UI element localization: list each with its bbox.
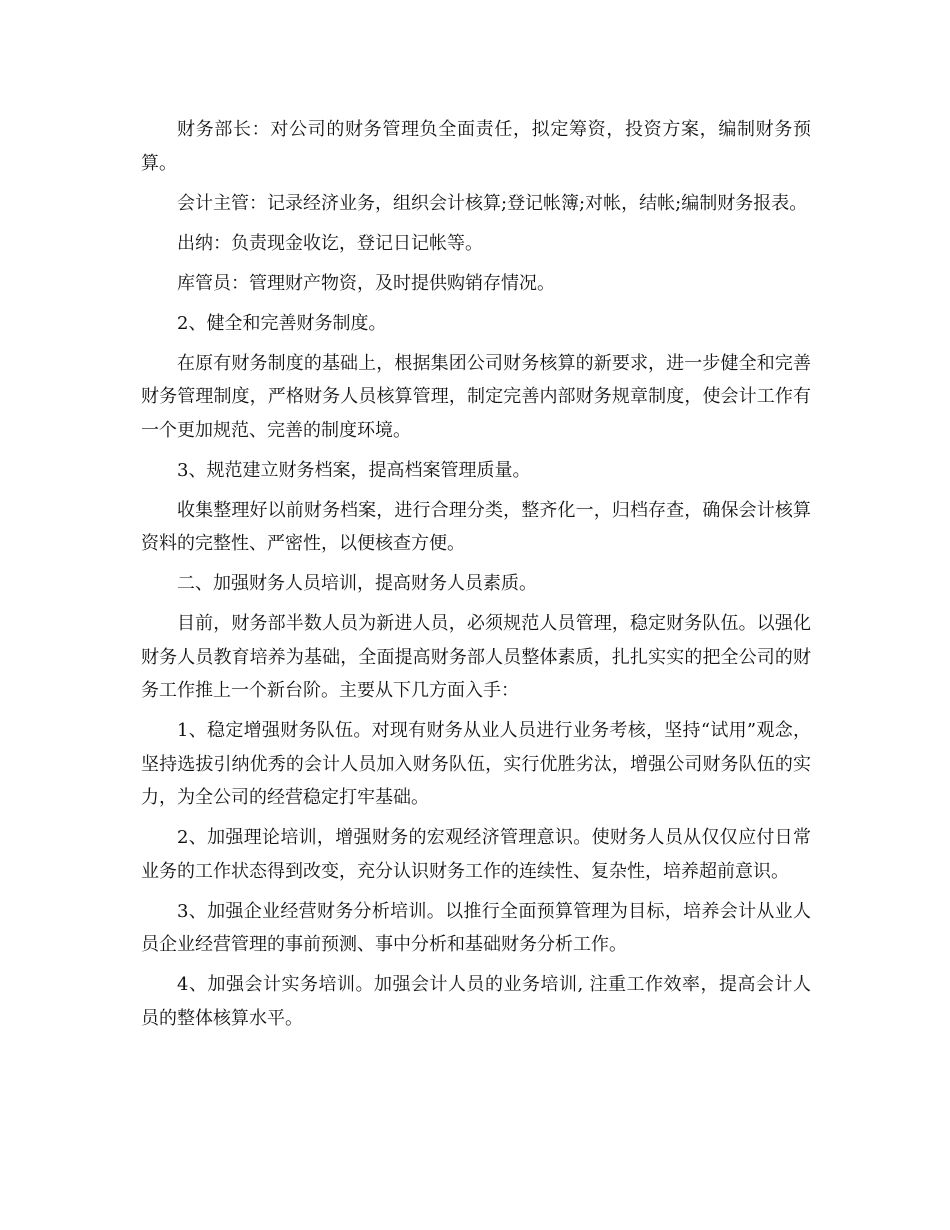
paragraph-item-2: 2、加强理论培训，增强财务的宏观经济管理意识。使财务人员从仅仅应付日常业务的工作状态得到改变，充分认识财务工作的连续性、复杂性，培养超前意识。 xyxy=(141,827,811,882)
paragraph-section-two-heading: 二、加强财务人员培训，提高财务人员素质。 xyxy=(177,573,537,594)
document-page xyxy=(141,113,811,1042)
paragraph-warehouse-keeper: 库管员：管理财产物资，及时提供购销存情况。 xyxy=(177,272,555,294)
paragraph-heading-2: 2、健全和完善财务制度。 xyxy=(177,312,387,334)
paragraph-accounting-supervisor: 会计主管：记录经济业务，组织会计核算;登记帐簿;对帐，结帐;编制财务报表。 xyxy=(177,192,808,214)
paragraph-heading-3: 3、规范建立财务档案，提高档案管理质量。 xyxy=(177,459,531,481)
paragraph-section-two-intro: 目前，财务部半数人员为新进人员，必须规范人员管理，稳定财务队伍。以强化财务人员教育培养为基础，全面提高财务部人员整体素质，扎扎实实的把全公司的财务工作推上一个新台阶。主要从下几方面入手： xyxy=(141,613,811,701)
paragraph-system-body: 在原有财务制度的基础上，根据集团公司财务核算的新要求，进一步健全和完善财务管理制度，严格财务人员核算管理，制定完善内部财务规章制度，使会计工作有一个更加规范、完善的制度环境。 xyxy=(141,352,811,441)
paragraph-item-1: 1、稳定增强财务队伍。对现有财务从业人员进行业务考核，坚持“试用”观念，坚持选拔引纳优秀的会计人员加入财务队伍，实行优胜劣汰，增强公司财务队伍的实力，为全公司的经营稳定打牢基础。 xyxy=(141,720,811,808)
paragraph-archive-body: 收集整理好以前财务档案，进行合理分类，整齐化一，归档存查，确保会计核算资料的完整性、严密性，以便核查方便。 xyxy=(141,499,811,554)
paragraph-dept-head: 财务部长：对公司的财务管理负全面责任，拟定筹资，投资方案，编制财务预算。 xyxy=(141,119,811,174)
paragraph-item-3: 3、加强企业经营财务分析培训。以推行全面预算管理为目标，培养会计从业人员企业经营管理的事前预测、事中分析和基础财务分析工作。 xyxy=(141,900,811,955)
paragraph-item-4: 4、加强会计实务培训。加强会计人员的业务培训, 注重工作效率，提高会计人员的整体核算水平。 xyxy=(141,974,811,1029)
paragraph-cashier: 出纳：负责现金收讫，登记日记帐等。 xyxy=(177,232,483,254)
